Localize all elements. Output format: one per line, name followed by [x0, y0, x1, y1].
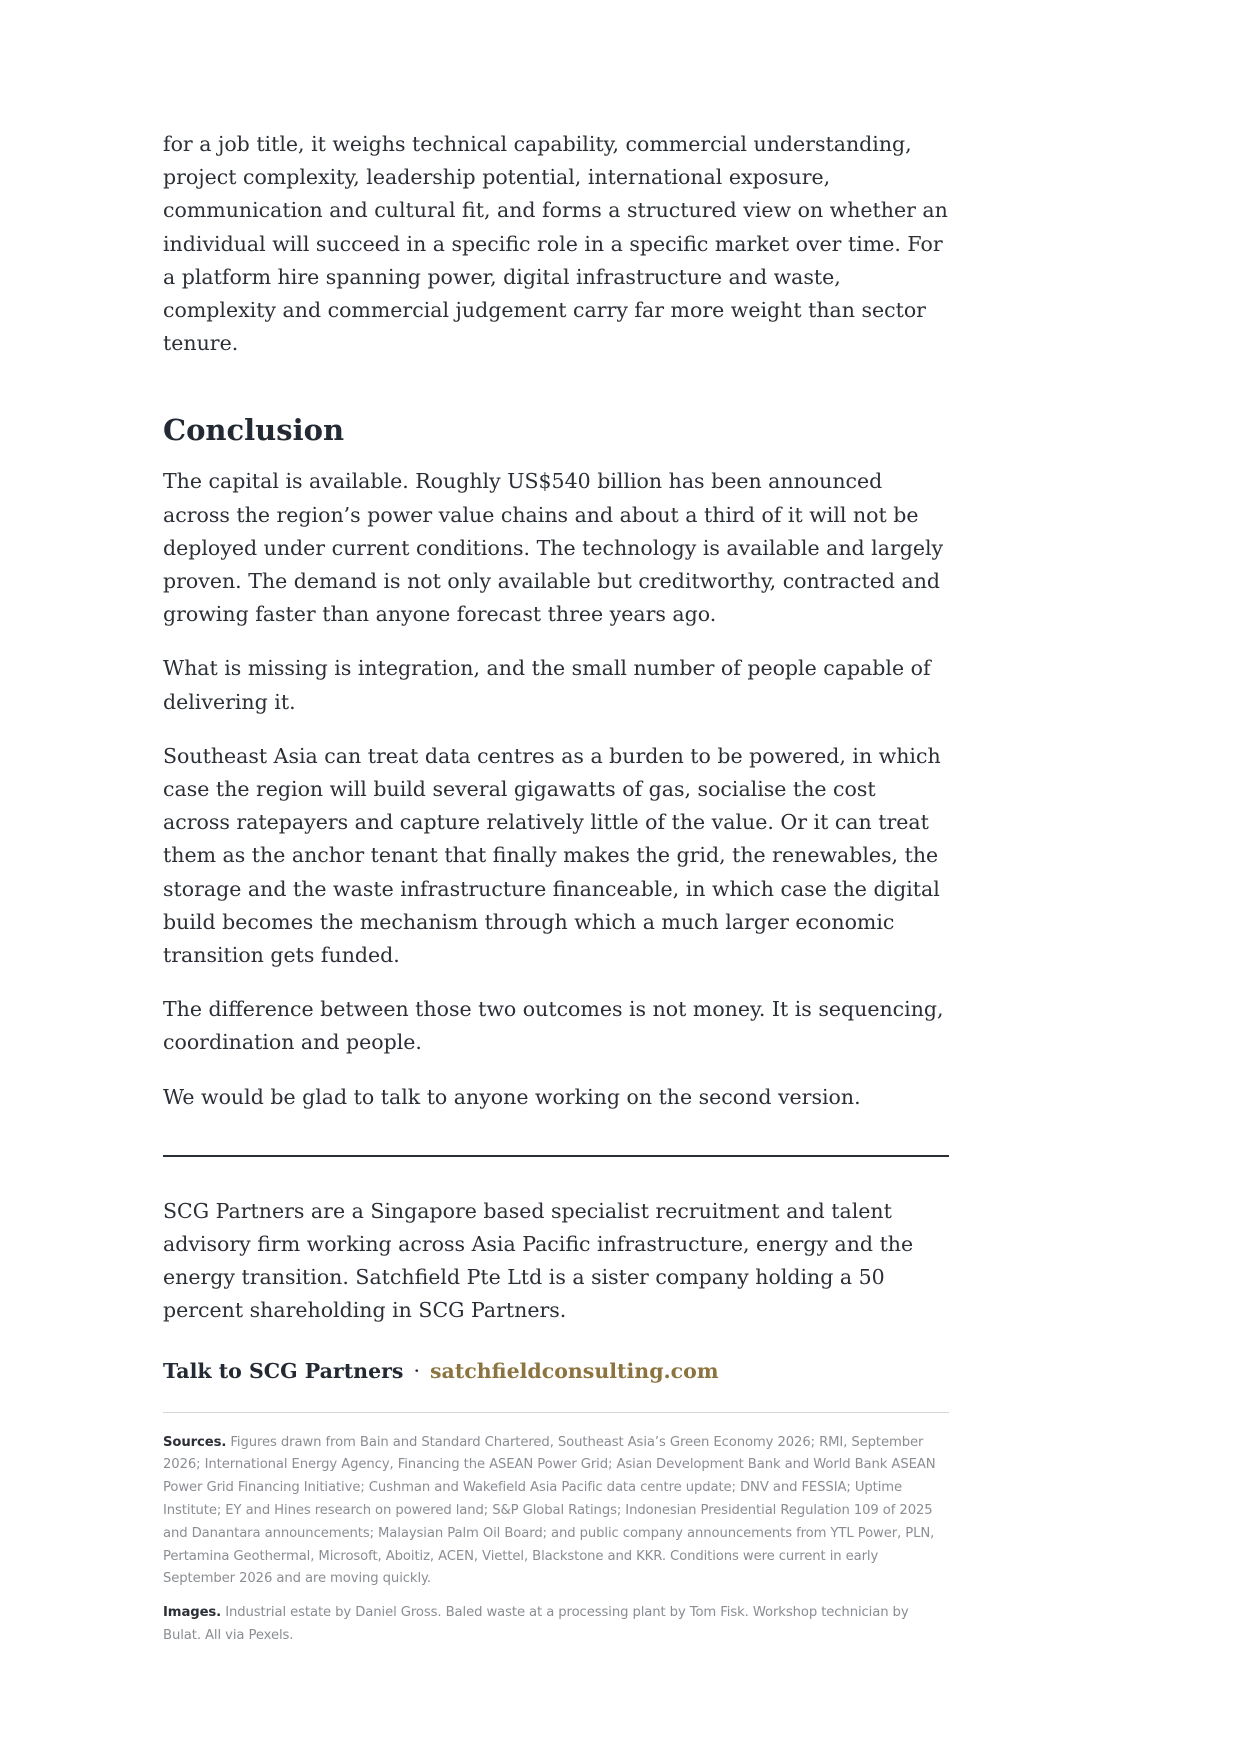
section-divider [163, 1155, 949, 1157]
conclusion-heading: Conclusion [163, 413, 345, 448]
about-company-paragraph: SCG Partners are a Singapore based specialist recruitment and talent advisory firm working across Asia Pacific infrastructure, energy and the energy transition. Satchfield Pte Ltd is a sister company holding a 50 percent shareholding in SCG Partners. [163, 1198, 914, 1323]
contact-label: Talk to SCG Partners [163, 1358, 404, 1383]
separator-dot: · [413, 1358, 420, 1383]
sources-text: Figures drawn from Bain and Standard Chartered, Southeast Asia’s Green Economy 2026; RMI, September 2026; International Energy Agency, Financing the ASEAN Power Grid; Asian Development Bank and World Bank ASEAN Power Grid Financing Initiative; Cushman and Wakefield Asia Pacific data centre update; DNV and FESSIA; Uptime Institute; EY and Hines research on powered land; S&P Global Ratings; Indonesian Presidential Regulation 109 of 2025 and Danantara announcements; Malaysian Palm Oil Board; and public company announcements from YTL Power, PLN, Pertamina Geothermal, Microsoft, Aboitiz, ACEN, Viettel, Blackstone and KKR. Conditions were current in early September 2026 and are moving quickly. [163, 1434, 936, 1587]
website-link[interactable]: satchfieldconsulting.com [430, 1358, 719, 1383]
sources-label: Sources. [163, 1434, 227, 1450]
contact-line [163, 1356, 949, 1386]
footnote-divider [163, 1412, 949, 1413]
intro-paragraph: for a job title, it weighs technical capability, commercial understanding, project complexity, leadership potential, international exposure, communication and cultural fit, and forms a structured view on whether an individual will succeed in a specific role in a specific market over time. For a platform hire spanning power, digital infrastructure and waste, complexity and commercial judgement carry far more weight than sector tenure. [163, 132, 948, 356]
conclusion-paragraph: The difference between those two outcomes is not money. It is sequencing, coordination and people. [163, 997, 944, 1055]
sources-note [163, 1432, 949, 1592]
images-credit-text: Industrial estate by Daniel Gross. Baled waste at a processing plant by Tom Fisk. Workshop technician by Bulat. All via Pexels. [163, 1605, 909, 1644]
conclusion-paragraph: The capital is available. Roughly US$540 billion has been announced across the region’s power value chains and about a third of it will not be deployed under current conditions. The technology is available and largely proven. The demand is not only available but creditworthy, contracted and growing faster than anyone forecast three years ago. [163, 469, 944, 627]
conclusion-paragraph: We would be glad to talk to anyone working on the second version. [163, 1084, 861, 1109]
conclusion-paragraph: What is missing is integration, and the small number of people capable of delivering it. [163, 656, 931, 714]
conclusion-section [163, 411, 949, 1113]
article-page [163, 128, 949, 1659]
conclusion-paragraph: Southeast Asia can treat data centres as a burden to be powered, in which case the region will build several gigawatts of gas, socialise the cost across ratepayers and capture relatively little of the value. Or it can treat them as the anchor tenant that finally makes the grid, the renewables, the storage and the waste infrastructure financeable, in which case the digital build becomes the mechanism through which a much larger economic transition gets funded. [163, 743, 941, 968]
images-credit-note [163, 1602, 949, 1648]
images-label: Images. [163, 1605, 222, 1621]
